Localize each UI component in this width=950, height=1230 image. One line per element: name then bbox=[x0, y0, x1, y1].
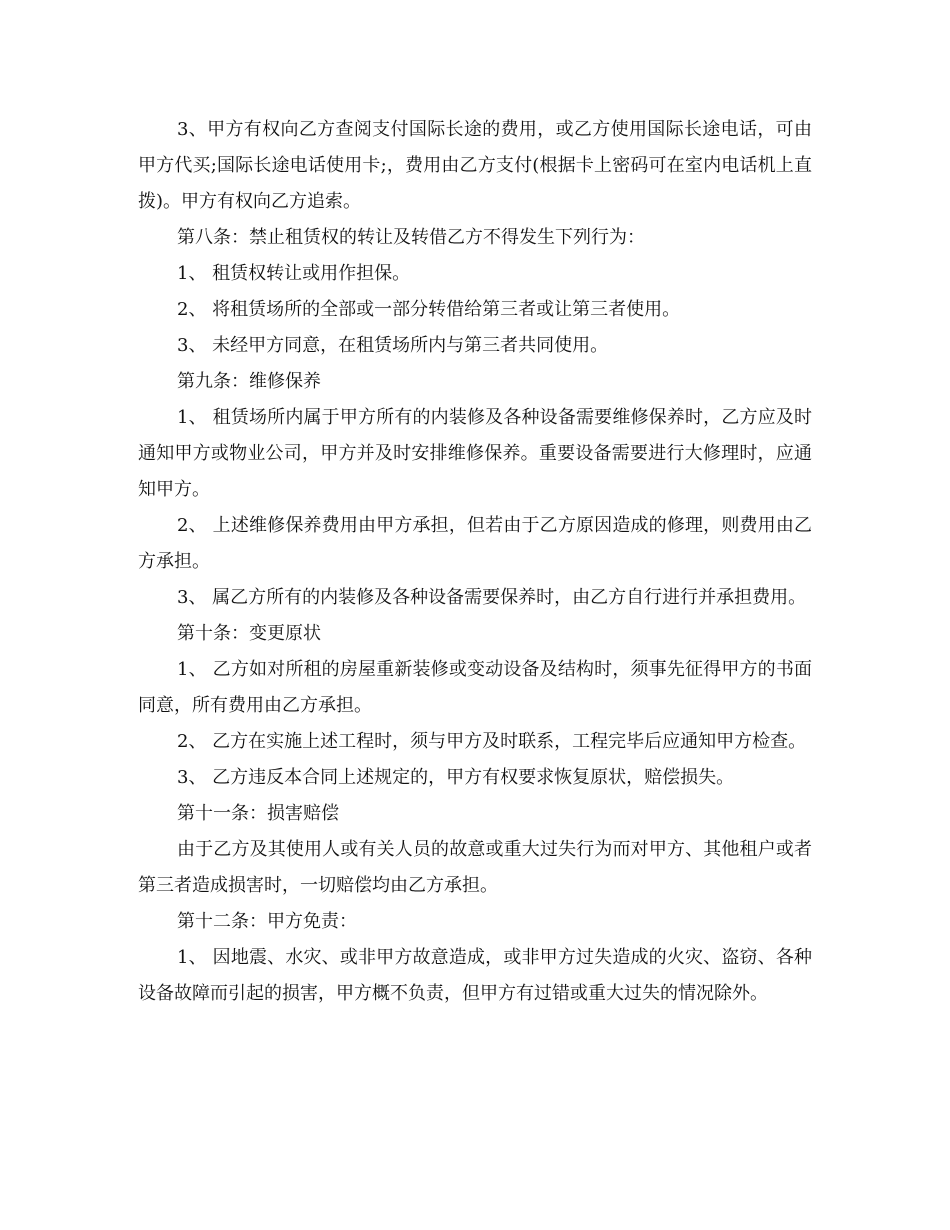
document-body bbox=[138, 112, 812, 1012]
paragraph-article-9-item-1: 1、 租赁场所内属于甲方所有的内装修及各种设备需要维修保养时，乙方应及时通知甲方或物业公司，甲方并及时安排维修保养。重要设备需要进行大修理时，应通知甲方。 bbox=[138, 407, 812, 500]
paragraph-article-10-item-3: 3、 乙方违反本合同上述规定的，甲方有权要求恢复原状，赔偿损失。 bbox=[177, 767, 735, 788]
heading-article-10: 第十条：变更原状 bbox=[177, 623, 321, 644]
heading-article-8: 第八条：禁止租赁权的转让及转借乙方不得发生下列行为： bbox=[177, 227, 645, 248]
paragraph-article-9-item-2: 2、 上述维修保养费用由甲方承担，但若由于乙方原因造成的修理，则费用由乙方承担。 bbox=[138, 515, 812, 572]
paragraph-article-8-item-2: 2、 将租赁场所的全部或一部分转借给第三者或让第三者使用。 bbox=[177, 299, 681, 320]
paragraph-article-12-item-1: 1、 因地震、水灾、或非甲方故意造成，或非甲方过失造成的火灾、盗窃、各种设备故障而引起的损害，甲方概不负责，但甲方有过错或重大过失的情况除外。 bbox=[138, 947, 812, 1004]
paragraph-article-8-item-3: 3、 未经甲方同意，在租赁场所内与第三者共同使用。 bbox=[177, 335, 609, 356]
heading-article-12: 第十二条：甲方免责： bbox=[177, 911, 357, 932]
heading-article-9: 第九条：维修保养 bbox=[177, 371, 321, 392]
paragraph-article-8-item-1: 1、 租赁权转让或用作担保。 bbox=[177, 263, 411, 284]
paragraph-article-10-item-2: 2、 乙方在实施上述工程时，须与甲方及时联系，工程完毕后应通知甲方检查。 bbox=[177, 731, 807, 752]
heading-article-11: 第十一条：损害赔偿 bbox=[177, 803, 339, 824]
paragraph-article-9-item-3: 3、 属乙方所有的内装修及各种设备需要保养时，由乙方自行进行并承担费用。 bbox=[177, 587, 807, 608]
paragraph-article-10-item-1: 1、 乙方如对所租的房屋重新装修或变动设备及结构时，须事先征得甲方的书面同意，所有费用由乙方承担。 bbox=[138, 659, 812, 716]
paragraph-article-11: 由于乙方及其使用人或有关人员的故意或重大过失行为而对甲方、其他租户或者第三者造成损害时，一切赔偿均由乙方承担。 bbox=[138, 839, 812, 896]
paragraph-clause-7-item-3: 3、甲方有权向乙方查阅支付国际长途的费用，或乙方使用国际长途电话，可由甲方代买;国际长途电话使用卡;，费用由乙方支付(根据卡上密码可在室内电话机上直拨)。甲方有权向乙方追索。 bbox=[138, 119, 812, 212]
